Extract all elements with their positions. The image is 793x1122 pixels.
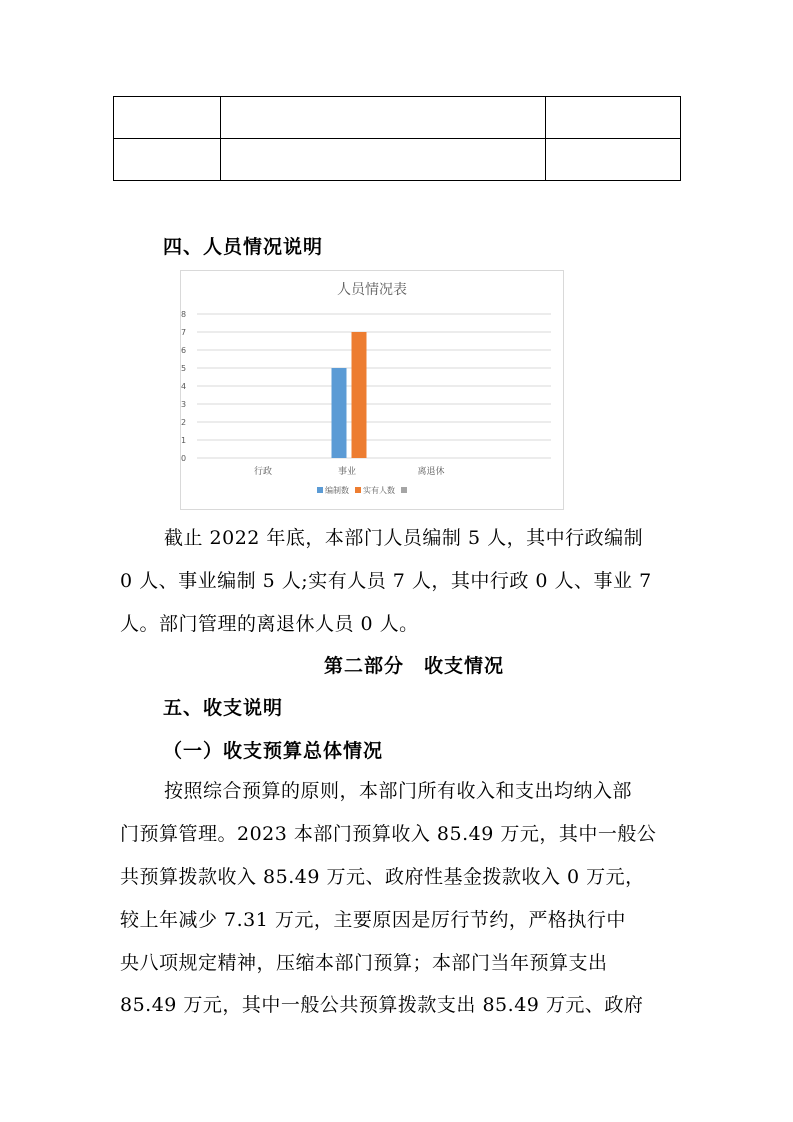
table-cell bbox=[546, 139, 681, 181]
x-tick-label: 事业 bbox=[337, 467, 357, 477]
y-tick-label: 3 bbox=[181, 400, 187, 409]
bar bbox=[352, 332, 367, 458]
table-cell bbox=[114, 139, 221, 181]
top-table bbox=[113, 96, 681, 181]
table-row bbox=[114, 97, 681, 139]
legend-swatch bbox=[317, 487, 323, 493]
table-cell bbox=[546, 97, 681, 139]
section4-heading: 四、人员情况说明 bbox=[163, 236, 324, 258]
staff-paragraph-line3: 人。部门管理的离退休人员 0 人。 bbox=[120, 613, 419, 635]
y-tick-label: 2 bbox=[181, 418, 187, 427]
section5-heading: 五、收支说明 bbox=[163, 697, 284, 719]
y-tick-label: 8 bbox=[181, 310, 187, 319]
table-cell bbox=[220, 97, 546, 139]
part2-heading: 第二部分 收支情况 bbox=[324, 655, 505, 677]
legend-swatch bbox=[355, 487, 361, 493]
y-tick-label: 1 bbox=[181, 436, 187, 445]
bar bbox=[332, 368, 347, 458]
budget-paragraph-line2: 门预算管理。2023 本部门预算收入 85.49 万元，其中一般公 bbox=[120, 823, 657, 845]
budget-paragraph-line1: 按照综合预算的原则，本部门所有收入和支出均纳入部 bbox=[164, 780, 633, 802]
budget-paragraph-line3: 共预算拨款收入 85.49 万元、政府性基金拨款收入 0 万元， bbox=[120, 866, 645, 888]
budget-paragraph-line6: 85.49 万元，其中一般公共预算拨款支出 85.49 万元、政府 bbox=[120, 994, 644, 1016]
chart-canvas bbox=[181, 271, 563, 509]
staff-paragraph-line2: 0 人、事业编制 5 人;实有人员 7 人，其中行政 0 人、事业 7 bbox=[120, 570, 652, 592]
legend-label: 编制数 bbox=[325, 486, 349, 495]
section5-sub1-heading: （一）收支预算总体情况 bbox=[163, 740, 384, 762]
chart-title: 人员情况表 bbox=[337, 282, 407, 298]
y-tick-label: 7 bbox=[181, 328, 187, 337]
table-cell bbox=[220, 139, 546, 181]
staff-chart bbox=[180, 270, 564, 510]
legend-swatch bbox=[401, 487, 407, 493]
budget-paragraph-line5: 央八项规定精神，压缩本部门预算；本部门当年预算支出 bbox=[120, 952, 608, 974]
y-tick-label: 5 bbox=[181, 364, 187, 373]
x-tick-label: 离退休 bbox=[417, 467, 445, 477]
table-cell bbox=[114, 97, 221, 139]
y-tick-label: 0 bbox=[181, 454, 187, 463]
legend-label: 实有人数 bbox=[363, 486, 395, 495]
y-tick-label: 4 bbox=[181, 382, 187, 391]
y-tick-label: 6 bbox=[181, 346, 187, 355]
budget-paragraph-line4: 较上年减少 7.31 万元，主要原因是厉行节约，严格执行中 bbox=[120, 909, 626, 931]
staff-paragraph-line1: 截止 2022 年底，本部门人员编制 5 人，其中行政编制 bbox=[164, 527, 644, 549]
table-row bbox=[114, 139, 681, 181]
x-tick-label: 行政 bbox=[253, 467, 273, 477]
